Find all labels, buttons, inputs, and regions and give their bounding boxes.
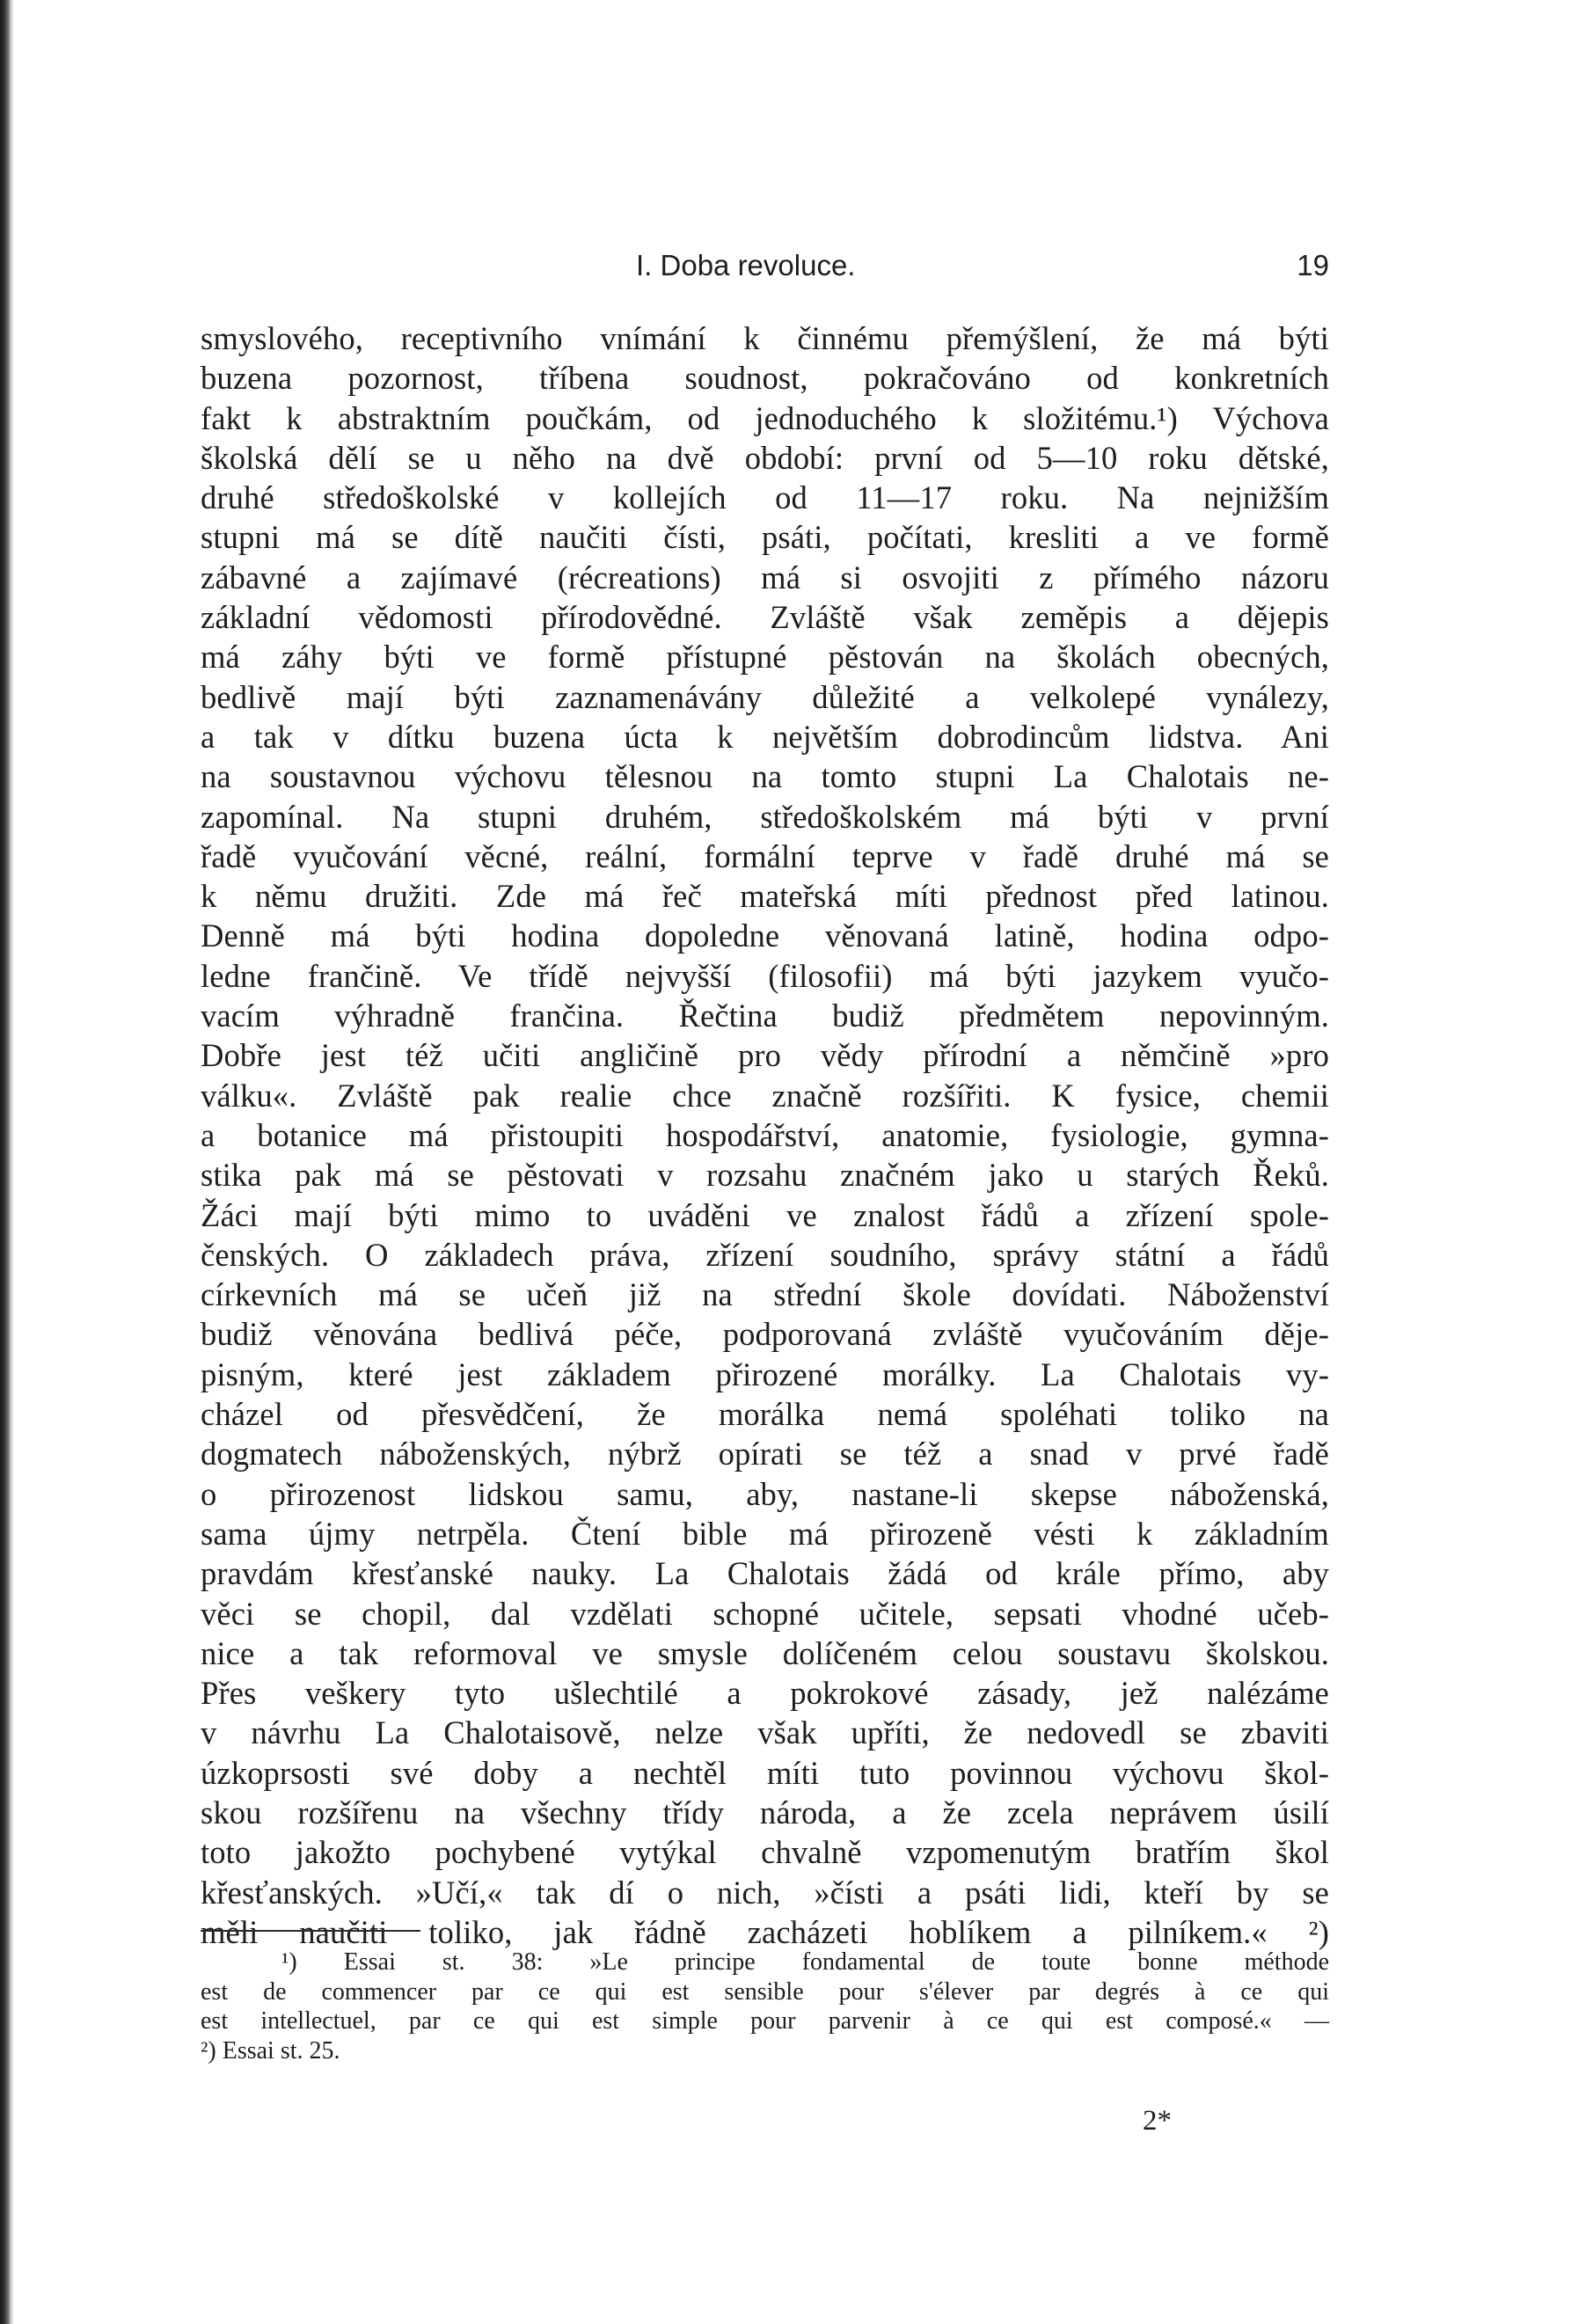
body-line: a tak v dítku buzena úcta k největším dobrodincům lidstva. Ani — [201, 718, 1329, 755]
running-title: I. Doba revoluce. — [636, 249, 856, 281]
body-line: řadě vyučování věcné, reální, formální teprve v řadě druhé má se — [201, 837, 1329, 874]
body-line: Denně má býti hodina dopoledne věnovaná latině, hodina odpo- — [201, 917, 1329, 954]
body-line: buzena pozornost, tříbena soudnost, pokračováno od konkretních — [201, 360, 1329, 397]
body-line: Žáci mají býti mimo to uváděni ve znalost řádů a zřízení spole- — [201, 1196, 1329, 1233]
body-line: Přes veškery tyto ušlechtilé a pokrokové zásady, jež nalézáme — [201, 1675, 1329, 1712]
body-line: nice a tak reformoval ve smysle dolíčeném celou soustavu školskou. — [201, 1634, 1329, 1671]
body-line: čenských. O základech práva, zřízení soudního, správy státní a řádů — [201, 1236, 1329, 1273]
body-line: stupni má se dítě naučiti čísti, psáti, počítati, kresliti a ve formě — [201, 519, 1329, 556]
body-line: v návrhu La Chalotaisově, nelze však upříti, že nedovedl se zbaviti — [201, 1714, 1329, 1751]
body-line: pisným, které jest základem přirozené morálky. La Chalotais vy- — [201, 1356, 1329, 1392]
body-line: pravdám křesťanské nauky. La Chalotais žádá od krále přímo, aby — [201, 1555, 1329, 1592]
page-number: 19 — [1297, 249, 1329, 281]
body-line: budiž věnována bedlivá péče, podporovaná zvláště vyučováním děje- — [201, 1316, 1329, 1353]
body-line: stika pak má se pěstovati v rozsahu značném jako u starých Řeků. — [201, 1157, 1329, 1194]
body-line: toto jakožto pochybené vytýkal chvalně vzpomenutým bratřím škol — [201, 1834, 1329, 1871]
body-line: církevních má se učeň již na střední škole dovídati. Náboženství — [201, 1276, 1329, 1313]
binding-edge — [0, 0, 14, 2324]
body-line: válku«. Zvláště pak realie chce značně rozšířiti. K fysice, chemii — [201, 1077, 1329, 1114]
body-line: smyslového, receptivního vnímání k činnému přemýšlení, že má býti — [201, 320, 1329, 356]
body-line: měli naučiti toliko, jak řádně zacházeti hoblíkem a pilníkem.« ²) — [201, 1913, 1329, 1950]
body-line: cházel od přesvědčení, že morálka nemá spoléhati toliko na — [201, 1396, 1329, 1433]
body-line: základní vědomosti přírodovědné. Zvláště však zeměpis a dějepis — [201, 599, 1329, 636]
body-line: zapomínal. Na stupni druhém, středoškolském má býti v první — [201, 798, 1329, 835]
body-line: školská dělí se u něho na dvě období: první od 5—10 roku dětské, — [201, 439, 1329, 476]
body-line: o přirozenost lidskou samu, aby, nastane-li skepse náboženská, — [201, 1475, 1329, 1512]
body-line: skou rozšířenu na všechny třídy národa, a že zcela neprávem úsilí — [201, 1794, 1329, 1831]
footnote-divider — [201, 1930, 420, 1932]
body-line: dogmatech náboženských, nýbrž opírati se též a snad v prvé řadě — [201, 1436, 1329, 1473]
body-line: a botanice má přistoupiti hospodářství, anatomie, fysiologie, gymna- — [201, 1116, 1329, 1153]
body-line: věci se chopil, dal vzdělati schopné učitele, sepsati vhodné učeb- — [201, 1595, 1329, 1632]
running-header — [201, 249, 1329, 293]
body-line: fakt k abstraktním poučkám, od jednoduchého k složitému.¹) Výchova — [201, 399, 1329, 436]
body-line: vacím výhradně frančina. Řečtina budiž předmětem nepovinným. — [201, 998, 1329, 1034]
body-line: ledne frančině. Ve třídě nejvyšší (filosofii) má býti jazykem vyučo- — [201, 957, 1329, 994]
footnotes — [201, 1948, 1329, 2065]
body-line: má záhy býti ve formě přístupné pěstován na školách obecných, — [201, 639, 1329, 676]
body-line: Dobře jest též učiti angličině pro vědy přírodní a němčině »pro — [201, 1037, 1329, 1074]
body-text — [201, 318, 1329, 1952]
footnote-line: ¹) Essai st. 38: »Le principe fondamental de toute bonne méthode — [281, 1948, 1329, 1976]
body-line: k němu družiti. Zde má řeč mateřská míti přednost před latinou. — [201, 878, 1329, 915]
body-line: na soustavnou výchovu tělesnou na tomto stupni La Chalotais ne- — [201, 758, 1329, 795]
signature-mark: 2* — [1143, 2105, 1172, 2137]
body-line: druhé středoškolské v kollejích od 11—17 roku. Na nejnižším — [201, 479, 1329, 516]
footnote-line: ²) Essai st. 25. — [201, 2036, 340, 2065]
body-line: zábavné a zajímavé (récreations) má si osvojiti z přímého názoru — [201, 559, 1329, 596]
body-line: křesťanských. »Učí,« tak dí o nich, »čísti a psáti lidi, kteří by se — [201, 1874, 1329, 1911]
footnote-line: est intellectuel, par ce qui est simple pour parvenir à ce qui est composé.« — — [201, 2007, 1329, 2035]
body-line: úzkoprsosti své doby a nechtěl míti tuto povinnou výchovu škol- — [201, 1754, 1329, 1791]
body-line: sama újmy netrpěla. Čtení bible má přirozeně vésti k základním — [201, 1515, 1329, 1552]
body-line: bedlivě mají býti zaznamenávány důležité a velkolepé vynálezy, — [201, 678, 1329, 715]
footnote-line: est de commencer par ce qui est sensible pour s'élever par degrés à ce qui — [201, 1977, 1329, 2006]
